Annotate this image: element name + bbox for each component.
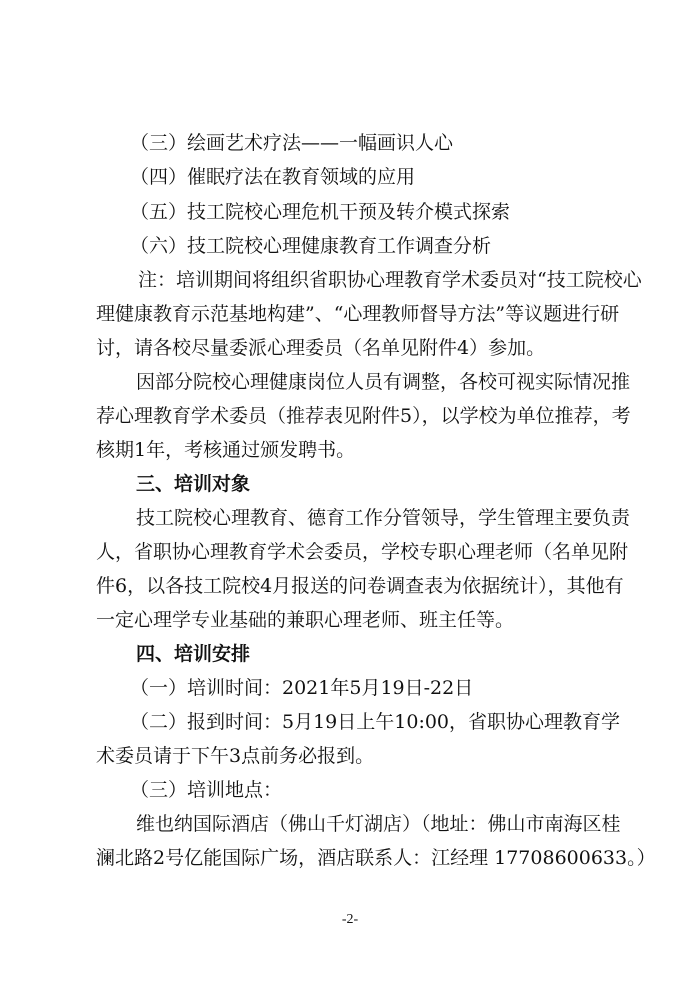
targets-paragraph-line: 一定心理学专业基础的兼职心理老师、班主任等。	[96, 609, 515, 631]
list-item-crisis-intervention: （五）技工院校心理危机干预及转介模式探索	[130, 201, 511, 223]
section-heading-training-targets: 三、培训对象	[136, 473, 251, 495]
list-item-hypnosis: （四）催眠疗法在教育领域的应用	[130, 166, 416, 188]
location-paragraph-line: 维也纳国际酒店（佛山千灯湖店）（地址：佛山市南海区桂	[136, 813, 621, 835]
adjustment-paragraph-line: 核期1年，考核通过颁发聘书。	[96, 439, 356, 461]
adjustment-paragraph-line: 因部分院校心理健康岗位人员有调整，各校可视实际情况推	[136, 371, 631, 393]
targets-paragraph-line: 件6，以各技工院校4月报送的问卷调查表为依据统计），其他有	[96, 575, 624, 597]
targets-paragraph-line: 人，省职协心理教育学术会委员，学校专职心理老师（名单见附	[96, 541, 629, 563]
training-location-label: （三）培训地点：	[130, 779, 283, 801]
list-item-art-therapy: （三）绘画艺术疗法——一幅画识人心	[130, 132, 454, 154]
location-paragraph-line: 澜北路2号亿能国际广场，酒店联系人：江经理 17708600633。）	[96, 847, 656, 869]
page-number: -2-	[341, 912, 359, 927]
section-heading-training-arrangement: 四、培训安排	[136, 643, 251, 665]
note-paragraph-line: 理健康教育示范基地构建”、“心理教师督导方法”等议题进行研	[96, 303, 620, 325]
adjustment-paragraph-line: 荐心理教育学术委员（推荐表见附件5），以学校为单位推荐，考	[96, 405, 631, 427]
registration-time-line: 术委员请于下午3点前务必报到。	[96, 745, 375, 767]
registration-time-line: （二）报到时间：5月19日上午10:00，省职协心理教育学	[130, 711, 621, 733]
list-item-survey-analysis: （六）技工院校心理健康教育工作调查分析	[130, 235, 492, 257]
training-time-line: （一）培训时间：2021年5月19日-22日	[130, 677, 474, 699]
note-paragraph-line: 讨，请各校尽量委派心理委员（名单见附件4）参加。	[96, 337, 546, 359]
targets-paragraph-line: 技工院校心理教育、德育工作分管领导，学生管理主要负责	[136, 507, 631, 529]
note-paragraph-line: 注：培训期间将组织省职协心理教育学术委员对“技工院校心	[138, 269, 642, 291]
